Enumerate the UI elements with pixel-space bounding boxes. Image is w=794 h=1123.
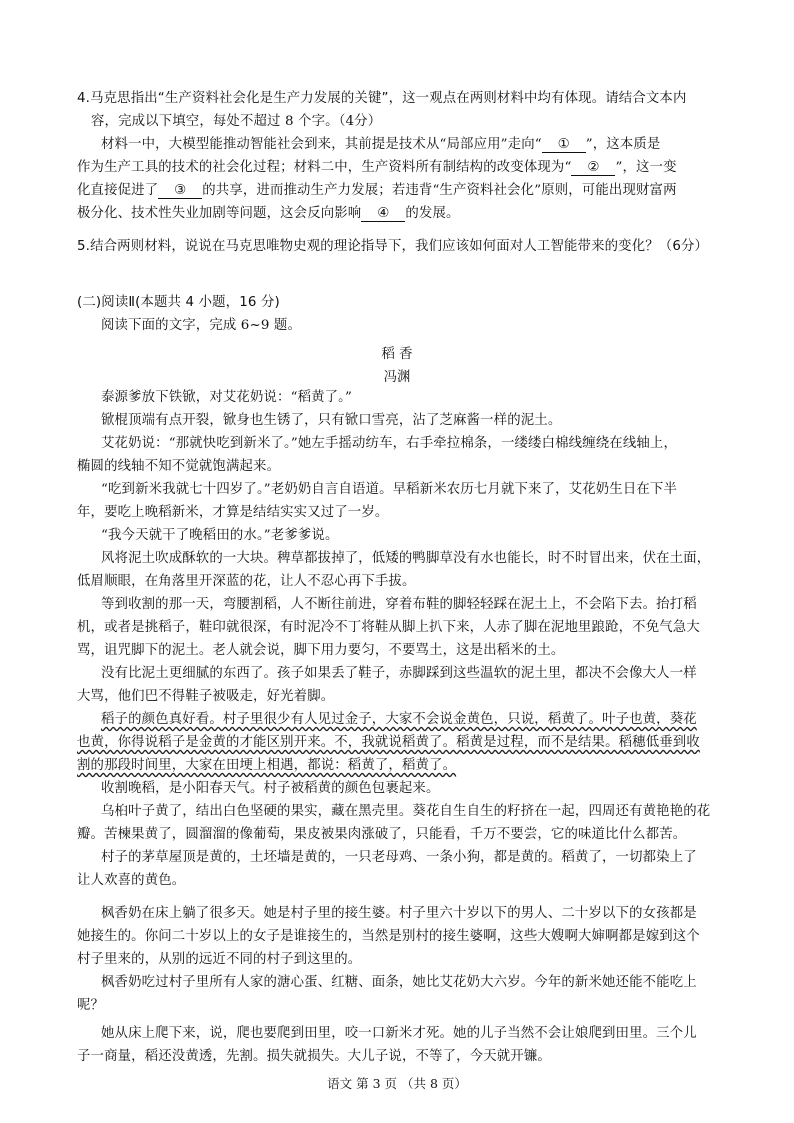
story-line: 大骂，他们巴不得鞋子被吸走，好光着脚。 (77, 689, 335, 704)
story-line: 锨棍顶端有点开裂，锨身也生锈了，只有锨口雪亮，沾了芝麻酱一样的泥土。 (101, 413, 562, 428)
story-line: 乌桕叶子黄了，结出白色坚硬的果实，藏在黑壳里。葵花自生自生的籽挤在一起，四周还有黄艳艳的花 (101, 804, 711, 819)
blank-1: ① (542, 137, 586, 153)
passage-text: ”，这本质是 (585, 137, 661, 152)
passage-text: 极分化、技术性失业加剧等问题，这会反向影响 (77, 206, 362, 221)
blank-4: ④ (361, 206, 405, 222)
story-title: 稻 香 (381, 347, 413, 362)
story-line: 年，要吃上晚稻新米，才算是结结实实又过了一岁。 (77, 505, 389, 520)
story-line-underlined: 割的那段时间里，大家在田埂上相遇，都说：稻黄了，稻黄了。 (77, 758, 457, 773)
passage-text: 材料一中，大模型能推动智能社会到来，其前提是技术从“局部应用”走向“ (101, 137, 542, 152)
section-instruction: 阅读下面的文字，完成 6~9 题。 (101, 318, 302, 333)
story-line: 让人欢喜的黄色。 (77, 873, 186, 888)
story-line: 村子的茅草屋顶是黄的，土坯墙是黄的，一只老母鸡、一条小狗，都是黄的。稻黄了，一切都染上了 (101, 850, 697, 865)
page-footer: 语文 第 3 页 （共 8 页） (327, 1076, 467, 1091)
passage-text: ”，这一变 (615, 160, 677, 175)
story-line: 等到收割的那一天，弯腰割稻，人不断往前进，穿着布鞋的脚轻轻踩在泥土上，不会陷下去。抬打稻 (101, 597, 697, 612)
story-line: 村子里来的，从别的远近不同的村子到这里的。 (77, 952, 362, 967)
story-line: 子一商量，稻还没黄透，先割。损失就损失。大儿子说，不等了，今天就开镰。 (77, 1049, 551, 1064)
story-line: 呢？ (77, 998, 105, 1013)
story-line: 机，或者是挑稻子，鞋印就很深，有时泥冷不丁将鞋从脚上扒下来，人赤了脚在泥地里踉跄，不免气急大 (77, 620, 700, 635)
story-line: “吃到新米我就七十四岁了。”老奶奶自言自语道。早稻新米农历七月就下来了，艾花奶生日在下半 (101, 482, 677, 497)
question-5: 5.结合两则材料，说说在马克思唯物史观的理论指导下，我们应该如何面对人工智能带来的变化？（6分） (77, 239, 709, 254)
passage-text: 化直接促进了 (77, 183, 159, 198)
passage-text: 的发展。 (405, 206, 460, 221)
story-line: 椭圆的线轴不知不觉就饱满起来。 (77, 459, 281, 474)
story-line: 泰源爹放下铁锨，对艾花奶说：“稻黄了。” (101, 390, 353, 405)
question-4-passage-line-4 (77, 205, 460, 223)
story-line-underlined: 也黄，你得说稻子是金黄的才能区别开来。不，我就说稻黄了。稻黄是过程，而不是结果。稻穗低垂到收 (77, 735, 700, 750)
story-line: 瓣。苦楝果黄了，圆溜溜的像葡萄，果皮被果肉涨破了，只能看，千万不要尝，它的味道比什么都苦。 (77, 827, 687, 842)
story-line: 低眉顺眼，在角落里开深蓝的花，让人不忍心再下手拔。 (77, 574, 416, 589)
question-4-passage-line-2 (77, 159, 677, 177)
question-4-passage-line-3 (77, 182, 677, 200)
story-author: 冯渊 (383, 370, 411, 385)
passage-text: 的共享，进而推动生产力发展；若违背“生产资料社会化”原则，可能出现财富两 (202, 183, 677, 198)
passage-text: 作为生产工具的技术的社会化过程；材料二中，生产资料所有制结构的改变体现为“ (77, 160, 572, 175)
story-line: 她接生的。你问二十岁以上的女子是谁接生的，当然是别村的接生婆啊，这些大嫂啊大婶啊都是嫁到这个 (77, 929, 700, 944)
story-line: 没有比泥土更细腻的东西了。孩子如果丢了鞋子，赤脚踩到这些温软的泥土里，都决不会像大人一样 (101, 666, 697, 681)
question-4-line-1: 4.马克思指出“生产资料社会化是生产力发展的关键”，这一观点在两则材料中均有体现。请结合文本内 (77, 91, 687, 106)
story-line: 艾花奶说：“那就快吃到新米了。”她左手摇动纺车，右手牵拉棉条，一缕缕白棉线缠绕在线轴上， (101, 436, 677, 451)
story-line: 枫香奶吃过村子里所有人家的溏心蛋、红糖、面条，她比艾花奶大六岁。今年的新米她还能不能吃上 (101, 975, 697, 990)
blank-2: ② (571, 160, 615, 176)
story-line-underlined: 稻子的颜色真好看。村子里很少有人见过金子，大家不会说金黄色，只说，稻黄了。叶子也黄，葵花 (101, 712, 697, 727)
section-heading: (二)阅读Ⅱ(本题共 4 小题，16 分) (77, 295, 280, 310)
story-line: 收割晚稻，是小阳春天气。村子被稻黄的颜色包裹起来。 (101, 781, 440, 796)
story-line: “我今天就干了晚稻田的水。”老爹爹说。 (101, 528, 339, 543)
blank-3: ③ (158, 183, 202, 199)
question-4-line-2: 容，完成以下填空，每处不超过 8 个字。（4分） (91, 114, 382, 129)
question-4-passage-line-1 (101, 136, 660, 154)
story-line: 风将泥土吹成酥软的一大块。稗草都拔掉了，低矮的鸭脚草没有水也能长，时不时冒出来，伏在土面， (101, 551, 711, 566)
story-line: 枫香奶在床上躺了很多天。她是村子里的接生婆。村子里六十岁以下的男人、二十岁以下的女孩都是 (101, 906, 697, 921)
story-line: 骂，诅咒脚下的泥土。老人就会说，脚下用力要匀，不要骂土，这是出稻米的土。 (77, 643, 565, 658)
story-line: 她从床上爬下来，说，爬也要爬到田里，咬一口新米才死。她的儿子当然不会让娘爬到田里。三个儿 (101, 1026, 697, 1041)
